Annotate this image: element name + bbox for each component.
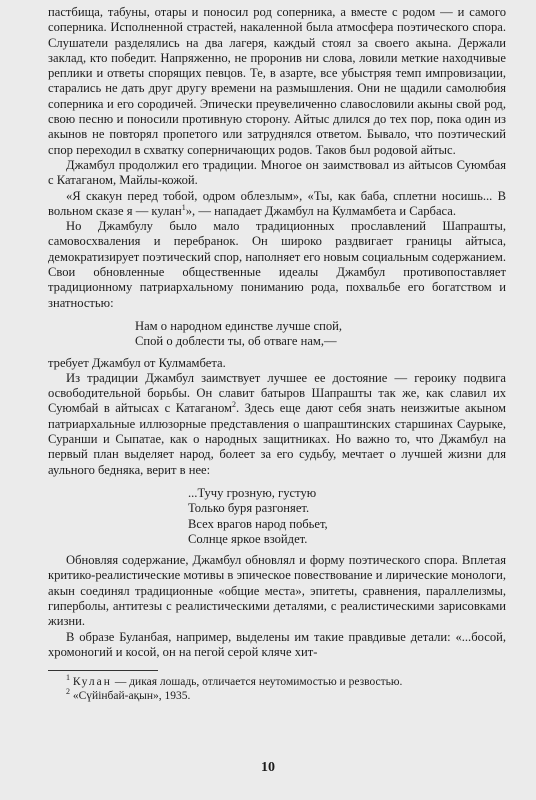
footnote-number: 2 [66, 687, 70, 697]
verse-unity [48, 319, 506, 350]
verse-line: ...Тучу грозную, густую [188, 485, 317, 500]
footnote-source: «Сүйінбай-ақын», 1935. [72, 690, 191, 703]
verse-storm [48, 486, 506, 547]
footnote-separator [48, 670, 158, 671]
footnote-ref-1: 1 [181, 202, 186, 212]
verse-line: Всех врагов народ побьет, [188, 516, 328, 531]
verse-line: Нам о народном единстве лучше спой, [135, 318, 343, 333]
paragraph-jambul-traditions: Джамбул продолжил его традиции. Многое он заимствовал из айтысов Суюмбая с Катаганом, Майлы-кожой. [48, 157, 506, 188]
verse-line: Спой о доблести ты, об отваге нам,— [135, 334, 337, 349]
paragraph-bulanbai: В образе Буланбая, например, выделены им такие правдивые детали: «...босой, хромоногий и косой, он на пегой серой кляче хит- [48, 629, 506, 659]
verse-line: Солнце яркое взойдет. [188, 531, 308, 546]
footnote-1 [48, 675, 506, 689]
paragraph-social-content: Но Джамбулу было мало традиционных прославлений Шапрашты, самовосхваления и перебранок. Он широко раздвигает границы айтыса, демократизирует поэтический спор, наполняет его новым социальным содержанием. Свои обновленные общественные идеалы Джамбул противопоставляет традиционному патриархальному пониманию рода, похвальбе его богатством и знатностью: [48, 219, 506, 310]
quote-text-start: «Я скакун перед тобой, одром облезлым», «Ты, как баба, сплетни носишь... В вольном сказе я — кулан [48, 188, 506, 218]
paragraph-demands: требует Джамбул от Кулмамбета. [48, 355, 226, 370]
paragraph-aitys-description: пастбища, табуны, отары и поносил род соперника, а вместе с родом — и самого соперника. Исполненной страстей, накаленной была атмосфера поэтического спора. Слушатели разделялись на два лагеря, каждый стоял за своего акына. Держали заклад, кто победит. Напряженно, не проронив ни слова, ловили меткие находчивые реплики и ответы спорящих певцов. Те, в азарте, все убыстряя темп импровизации, старались не дать друг другу времени на размышления. Они не щадили самолюбия соперника и его сородичей. Эпически преувеличенно славословили акыны свой род, свою песню и поносили противную сторону. Айтыс длился до тех пор, пока один из акынов не повторял пропетого или затруднялся ответом. Бывало, что поэтический спор переходил в схватку соперничающих родов. Таков был родовой айтыс. [48, 5, 506, 157]
paragraph-quote-kulan [48, 189, 506, 220]
paragraph-form-renewal: Обновляя содержание, Джамбул обновлял и форму поэтического спора. Вплетая критико-реалистические мотивы в эпическое повествование и лирические монологи, акын соединял традиционные «общие места», эпитеты, сравнения, параллелизмы, гиперболы, антитезы с реалистическими деталями, с реалистическими зарисовками жизни. [48, 553, 506, 629]
page-number: 10 [261, 760, 275, 775]
footnote-term: Кулан [72, 676, 112, 689]
heroism-text-end: . Здесь еще дают себя знать неизжитые акыном патриархальные иллюзорные представления о шапраштинских старшинах Саурыке, Суранши и Сыпатае, как о народных защитниках. Но важно то, что Джамбул на первый план выделяет народ, болеет за его судьбу, мечтает о лучшей жизни для аульного бедняка, верит в нее: [48, 401, 506, 477]
quote-text-end: », — нападает Джамбул на Кулмамбета и Сарбаса. [185, 203, 457, 218]
paragraph-heroism [48, 371, 506, 478]
verse-line: Только буря разгоняет. [188, 501, 310, 516]
footnote-definition: — дикая лошадь, отличается неутомимостью и резвостью. [111, 676, 403, 689]
footnote-2 [48, 689, 506, 703]
heroism-text-start: Из традиции Джамбул заимствует лучшее ее достояние — героику подвига освободительной борьбы. Он славит батыров Шапрашты так же, как славил их Суюмбай в айтысах с Катаганом [48, 370, 506, 416]
footnote-number: 1 [66, 673, 70, 683]
footnote-ref-2: 2 [232, 400, 236, 410]
